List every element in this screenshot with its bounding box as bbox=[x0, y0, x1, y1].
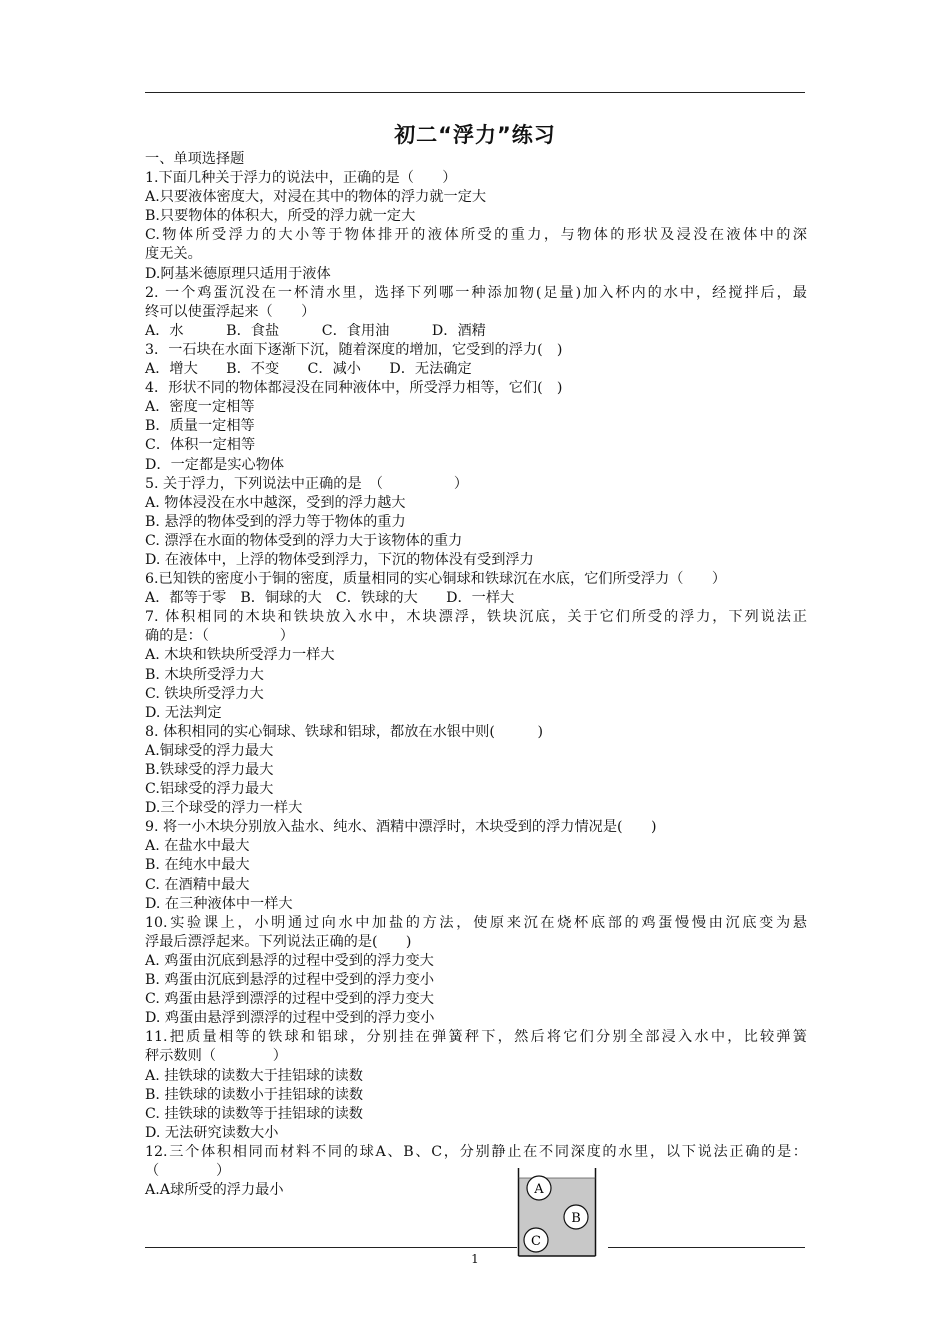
text-line: A．都等于零 B．铜球的大 C．铁球的大 D．一样大 bbox=[145, 590, 515, 607]
text-line: B.铁球受的浮力最大 bbox=[145, 762, 274, 778]
text-line: 11.把质量相等的铁球和铝球，分别挂在弹簧秤下，然后将它们分别全部浸入水中，比较弹簧 bbox=[145, 1029, 807, 1046]
text-line: D. 鸡蛋由悬浮到漂浮的过程中受到的浮力变小 bbox=[145, 1010, 435, 1027]
text-line: 确的是：（ ） bbox=[145, 628, 294, 645]
text-line: A．增大 B．不变 C．减小 D．无法确定 bbox=[145, 361, 472, 378]
text-line: D. 在三种液体中一样大 bbox=[145, 895, 293, 912]
text-line: B. 在纯水中最大 bbox=[145, 857, 250, 874]
text-line: 10.实验课上，小明通过向水中加盐的方法，使原来沉在烧杯底部的鸡蛋慢慢由沉底变为悬 bbox=[145, 914, 807, 931]
text-line: D. 无法研究读数大小 bbox=[145, 1124, 279, 1141]
text-line: C.物体所受浮力的大小等于物体排开的液体所受的重力，与物体的形状及浸没在液体中的深 bbox=[145, 227, 807, 244]
text-line: D. 无法判定 bbox=[145, 704, 222, 721]
footer-rule-left bbox=[145, 1247, 517, 1248]
text-line: （ ） bbox=[145, 1162, 231, 1179]
ball-c bbox=[524, 1228, 548, 1252]
text-line: B. 挂铁球的读数小于挂铝球的读数 bbox=[145, 1086, 364, 1103]
text-line: B．质量一定相等 bbox=[145, 418, 255, 435]
text-line: 3．一石块在水面下逐渐下沉，随着深度的增加，它受到的浮力( ) bbox=[145, 341, 563, 358]
text-line: C．体积一定相等 bbox=[145, 437, 256, 454]
text-line: C. 漂浮在水面的物体受到的浮力大于该物体的重力 bbox=[145, 532, 463, 549]
text-line: 终可以使蛋浮起来（ ） bbox=[145, 303, 316, 320]
text-line: 5. 关于浮力，下列说法中正确的是 （ ） bbox=[145, 475, 469, 492]
text-line: A. 木块和铁块所受浮力一样大 bbox=[145, 647, 335, 664]
text-line: 8. 体积相同的实心铜球、铁球和铝球，都放在水银中则( ) bbox=[145, 723, 543, 740]
text-line: D. 在液体中，上浮的物体受到浮力，下沉的物体没有受到浮力 bbox=[145, 551, 534, 568]
text-line: D.三个球受的浮力一样大 bbox=[145, 800, 303, 817]
text-line: C. 挂铁球的读数等于挂铝球的读数 bbox=[145, 1105, 363, 1122]
ball-a bbox=[527, 1176, 551, 1200]
text-line: A. 挂铁球的读数大于挂铝球的读数 bbox=[145, 1067, 363, 1084]
text-line: 2. 一个鸡蛋沉没在一杯清水里，选择下列哪一种添加物(足量)加入杯内的水中，经搅拌后，最 bbox=[145, 284, 807, 301]
ball-a-label: A bbox=[534, 1182, 544, 1197]
footer-rule-right bbox=[608, 1247, 805, 1248]
text-line: 7. 体积相同的木块和铁块放入水中，木块漂浮，铁块沉底，关于它们所受的浮力，下列说法正 bbox=[145, 609, 807, 626]
text-line: A. 鸡蛋由沉底到悬浮的过程中受到的浮力变大 bbox=[145, 952, 434, 969]
text-line: 一、单项选择题 bbox=[145, 151, 245, 167]
text-line: B. 鸡蛋由沉底到悬浮的过程中受到的浮力变小 bbox=[145, 972, 435, 989]
page-title: 初二“浮力”练习 bbox=[394, 123, 556, 147]
text-line: C. 鸡蛋由悬浮到漂浮的过程中受到的浮力变大 bbox=[145, 991, 434, 1008]
ball-c-label: C bbox=[531, 1234, 541, 1249]
text-line: C. 在酒精中最大 bbox=[145, 876, 250, 893]
page-number: 1 bbox=[471, 1252, 479, 1266]
text-line: C.铝球受的浮力最大 bbox=[145, 781, 274, 798]
text-line: 浮最后漂浮起来。下列说法正确的是( ) bbox=[145, 933, 412, 950]
ball-b-label: B bbox=[571, 1211, 581, 1226]
header-rule bbox=[145, 92, 805, 93]
text-line: D．一定都是实心物体 bbox=[145, 456, 285, 473]
text-line: 12.三个体积相同而材料不同的球A、B、C，分别静止在不同深度的水里，以下说法正确的是： bbox=[145, 1143, 807, 1160]
text-line: B. 悬浮的物体受到的浮力等于物体的重力 bbox=[145, 513, 406, 530]
text-line: 6.已知铁的密度小于铜的密度，质量相同的实心铜球和铁球沉在水底，它们所受浮力（ ） bbox=[145, 571, 727, 588]
text-line: 1.下面几种关于浮力的说法中，正确的是（ ） bbox=[145, 170, 457, 187]
text-line: C. 铁块所受浮力大 bbox=[145, 685, 264, 702]
text-line: 度无关。 bbox=[145, 246, 202, 263]
text-line: B.只要物体的体积大，所受的浮力就一定大 bbox=[145, 208, 416, 225]
text-line: A.只要液体密度大，对浸在其中的物体的浮力就一定大 bbox=[145, 189, 487, 206]
text-line: A.铜球受的浮力最大 bbox=[145, 742, 274, 759]
exercise-text bbox=[145, 150, 807, 1200]
text-line: A.A球所受的浮力最小 bbox=[145, 1182, 284, 1199]
text-line: 秤示数则（ ） bbox=[145, 1048, 287, 1065]
text-line: A. 物体浸没在水中越深，受到的浮力越大 bbox=[145, 494, 406, 511]
text-line: B. 木块所受浮力大 bbox=[145, 666, 264, 683]
text-line: A．密度一定相等 bbox=[145, 399, 255, 416]
text-line: D.阿基米德原理只适用于液体 bbox=[145, 265, 331, 282]
ball-b bbox=[564, 1205, 588, 1229]
text-line: 4．形状不同的物体都浸没在同种液体中，所受浮力相等，它们( ) bbox=[145, 380, 563, 397]
beaker-figure bbox=[517, 1168, 597, 1258]
text-line: A. 在盐水中最大 bbox=[145, 838, 250, 855]
text-line: 9. 将一小木块分别放入盐水、纯水、酒精中漂浮时，木块受到的浮力情况是( ) bbox=[145, 819, 657, 836]
text-line: A．水 B．食盐 C．食用油 D．酒精 bbox=[145, 322, 486, 339]
